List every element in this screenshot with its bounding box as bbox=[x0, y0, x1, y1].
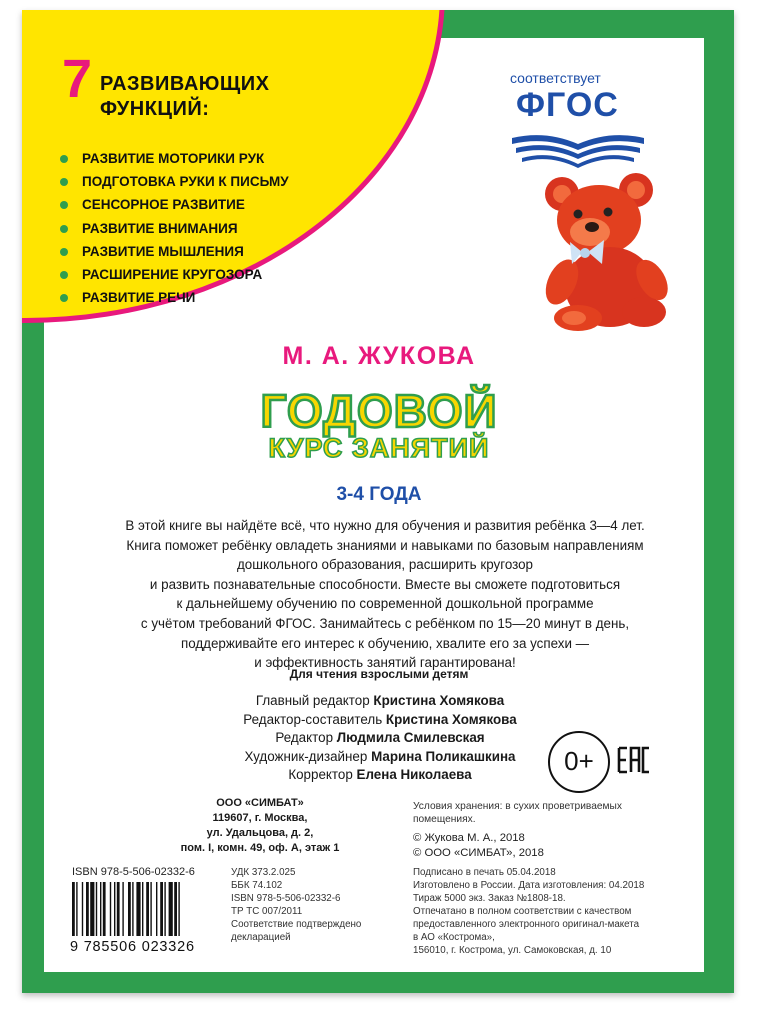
barcode-bar bbox=[128, 882, 131, 936]
list-item: РАЗВИТИЕ МЫШЛЕНИЯ bbox=[60, 240, 289, 263]
credit-row: Художник-дизайнер Марина Поликашкина bbox=[244, 748, 516, 764]
barcode bbox=[70, 882, 220, 938]
list-item: СЕНСОРНОЕ РАЗВИТИЕ bbox=[60, 193, 289, 216]
bullet-dot-icon bbox=[60, 294, 68, 302]
barcode-bar bbox=[114, 882, 115, 936]
barcode-bar bbox=[96, 882, 97, 936]
book-description: В этой книге вы найдёте всё, что нужно для обучения и развития ребёнка 3—4 лет. Книга поможет ребёнку овладеть знаниями и навыками по базовым направлениям дошкольного образования, расширить кругозор и развить познавательные способности. Вместе вы сможете подготовиться к дальнейшему обучению по современной дошкольной программе с учётом требований ФГОС. Занимайтесь с ребёнком по 15—20 минут в день, поддерживайте его интерес к обучению, хвалите его за успехи — и эффективность занятий гарантирована! bbox=[125, 518, 645, 671]
barcode-bar bbox=[82, 882, 83, 936]
barcode-bar bbox=[110, 882, 111, 936]
list-item: РАЗВИТИЕ ВНИМАНИЯ bbox=[60, 217, 289, 240]
teddy-bear-icon bbox=[532, 172, 682, 332]
readers-note: Для чтения взрослыми детям bbox=[289, 667, 469, 681]
isbn-label: ISBN 978-5-506-02332-6 bbox=[72, 866, 195, 878]
barcode-bar bbox=[164, 882, 165, 936]
barcode-bar bbox=[160, 882, 163, 936]
bullet-dot-icon bbox=[60, 155, 68, 163]
copyright: © Жукова М. А., 2018 © ООО «СИМБАТ», 2018 bbox=[413, 832, 544, 859]
barcode-bar bbox=[100, 882, 101, 936]
print-info: Подписано в печать 05.04.2018 Изготовлено в России. Дата изготовления: 04.2018 Тираж 5000 экз. Заказ №1808-18. Отпечатано в полном соответствии с качеством предоставленного электронного оригинал-макета в АО «Кострома», 156010, г. Кострома, ул. Самоковская, д. 10 bbox=[413, 867, 645, 956]
features-list bbox=[60, 147, 289, 309]
list-item: РАЗВИТИЕ МОТОРИКИ РУК bbox=[60, 147, 289, 170]
fgos-logo-text: ФГОС bbox=[516, 86, 619, 124]
eac-mark-icon bbox=[617, 746, 651, 774]
book-author: М. А. ЖУКОВА bbox=[282, 342, 476, 370]
bullet-dot-icon bbox=[60, 248, 68, 256]
barcode-bar bbox=[169, 882, 173, 936]
age-range: 3-4 ГОДА bbox=[336, 484, 422, 505]
classification-info: УДК 373.2.025 ББК 74.102 ISBN 978-5-506-02332-6 ТР ТС 007/2011 Соответствие подтверждено декларацией bbox=[231, 867, 362, 943]
barcode-bar bbox=[136, 882, 140, 936]
barcode-bar bbox=[86, 882, 89, 936]
barcode-bar bbox=[142, 882, 143, 936]
book-title-line2: КУРС ЗАНЯТИЙ bbox=[268, 433, 490, 463]
barcode-bar bbox=[146, 882, 149, 936]
bullet-dot-icon bbox=[60, 225, 68, 233]
credit-row: Главный редактор Кристина Хомякова bbox=[255, 693, 505, 708]
barcode-bar bbox=[90, 882, 94, 936]
credits bbox=[180, 692, 580, 785]
fgos-caption: соответствует bbox=[510, 70, 601, 86]
bullet-dot-icon bbox=[60, 271, 68, 279]
credit-row: Редактор Людмила Смилевская bbox=[275, 730, 485, 746]
bullet-dot-icon bbox=[60, 178, 68, 186]
barcode-bar bbox=[174, 882, 177, 936]
barcode-bar bbox=[132, 882, 133, 936]
book-title-line1: ГОДОВОЙ bbox=[260, 385, 498, 437]
features-number: 7 bbox=[62, 49, 93, 109]
barcode-number: 9 785506 023326 bbox=[70, 939, 195, 955]
publisher-address: ООО «СИМБАТ» 119607, г. Москва, ул. Удальцова, д. 2, пом. I, комн. 49, оф. А, этаж 1 bbox=[180, 797, 340, 854]
barcode-bar bbox=[72, 882, 75, 936]
barcode-bar bbox=[122, 882, 123, 936]
barcode-bar bbox=[76, 882, 77, 936]
list-item: РАСШИРЕНИЕ КРУГОЗОРА bbox=[60, 263, 289, 286]
credit-row: Редактор-составитель Кристина Хомякова bbox=[243, 711, 517, 727]
barcode-bar bbox=[103, 882, 106, 936]
bullet-dot-icon bbox=[60, 201, 68, 209]
barcode-bar bbox=[150, 882, 151, 936]
features-title: РАЗВИВАЮЩИХ ФУНКЦИЙ: bbox=[100, 73, 270, 120]
storage-conditions: Условия хранения: в сухих проветриваемых помещениях. bbox=[413, 801, 622, 825]
open-book-icon bbox=[508, 132, 648, 172]
credit-row: Корректор Елена Николаева bbox=[288, 767, 472, 783]
age-rating-badge: 0+ bbox=[548, 731, 610, 793]
barcode-bar bbox=[156, 882, 157, 936]
list-item: ПОДГОТОВКА РУКИ К ПИСЬМУ bbox=[60, 170, 289, 193]
list-item: РАЗВИТИЕ РЕЧИ bbox=[60, 286, 289, 309]
barcode-bar bbox=[117, 882, 120, 936]
barcode-bar bbox=[178, 882, 179, 936]
